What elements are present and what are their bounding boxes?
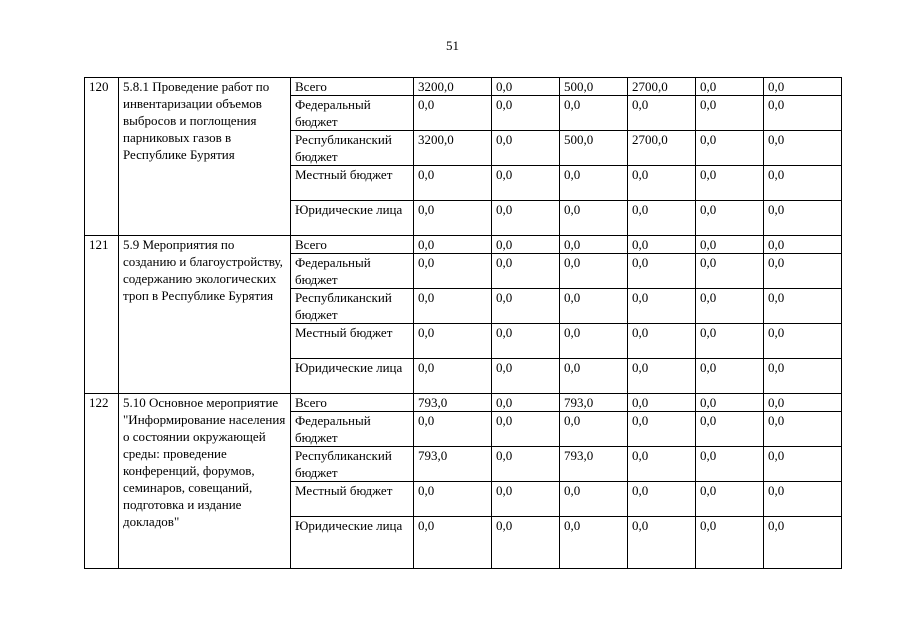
amount-cell: 0,0: [764, 131, 842, 166]
funding-source: Юридические лица: [291, 201, 414, 236]
amount-cell: 0,0: [764, 412, 842, 447]
amount-cell: 0,0: [492, 254, 560, 289]
amount-cell: 0,0: [628, 324, 696, 359]
amount-cell: 0,0: [560, 517, 628, 569]
amount-cell: 0,0: [414, 166, 492, 201]
row-number: 121: [85, 236, 119, 394]
amount-cell: 0,0: [492, 96, 560, 131]
funding-source: Юридические лица: [291, 359, 414, 394]
amount-cell: 0,0: [764, 482, 842, 517]
amount-cell: 0,0: [764, 359, 842, 394]
amount-cell: 793,0: [414, 394, 492, 412]
amount-cell: 0,0: [628, 482, 696, 517]
amount-cell: 0,0: [492, 447, 560, 482]
amount-cell: 0,0: [696, 236, 764, 254]
amount-cell: 3200,0: [414, 131, 492, 166]
amount-cell: 0,0: [764, 289, 842, 324]
amount-cell: 0,0: [492, 201, 560, 236]
amount-cell: 0,0: [764, 166, 842, 201]
row-number: 120: [85, 78, 119, 236]
amount-cell: 0,0: [696, 447, 764, 482]
amount-cell: 0,0: [492, 324, 560, 359]
funding-source: Федеральный бюджет: [291, 412, 414, 447]
amount-cell: 0,0: [764, 96, 842, 131]
amount-cell: 0,0: [696, 517, 764, 569]
amount-cell: 0,0: [492, 289, 560, 324]
amount-cell: 0,0: [696, 289, 764, 324]
amount-cell: 0,0: [414, 289, 492, 324]
budget-table: [84, 77, 842, 569]
amount-cell: 0,0: [560, 324, 628, 359]
funding-source: Местный бюджет: [291, 166, 414, 201]
funding-source: Федеральный бюджет: [291, 254, 414, 289]
funding-source: Местный бюджет: [291, 324, 414, 359]
activity-name: 5.8.1 Проведение работ по инвентаризации объемов выбросов и поглощения парниковых газов в Республике Бурятия: [119, 78, 291, 236]
amount-cell: 0,0: [560, 166, 628, 201]
amount-cell: 0,0: [628, 289, 696, 324]
table-row: [85, 78, 842, 96]
amount-cell: 0,0: [414, 201, 492, 236]
funding-source: Местный бюджет: [291, 482, 414, 517]
amount-cell: 0,0: [696, 78, 764, 96]
amount-cell: 0,0: [696, 394, 764, 412]
funding-source: Республиканский бюджет: [291, 289, 414, 324]
amount-cell: 0,0: [414, 254, 492, 289]
amount-cell: 0,0: [764, 78, 842, 96]
amount-cell: 0,0: [560, 359, 628, 394]
amount-cell: 0,0: [628, 447, 696, 482]
amount-cell: 793,0: [560, 447, 628, 482]
amount-cell: 0,0: [414, 324, 492, 359]
amount-cell: 0,0: [764, 324, 842, 359]
amount-cell: 0,0: [696, 482, 764, 517]
funding-source: Всего: [291, 78, 414, 96]
amount-cell: 0,0: [628, 201, 696, 236]
amount-cell: 0,0: [764, 517, 842, 569]
amount-cell: 0,0: [628, 236, 696, 254]
amount-cell: 0,0: [628, 254, 696, 289]
amount-cell: 2700,0: [628, 131, 696, 166]
amount-cell: 0,0: [628, 359, 696, 394]
amount-cell: 0,0: [492, 166, 560, 201]
funding-source: Всего: [291, 236, 414, 254]
amount-cell: 0,0: [414, 482, 492, 517]
amount-cell: 0,0: [696, 96, 764, 131]
amount-cell: 0,0: [492, 412, 560, 447]
amount-cell: 0,0: [560, 96, 628, 131]
amount-cell: 0,0: [560, 201, 628, 236]
amount-cell: 0,0: [492, 394, 560, 412]
amount-cell: 0,0: [696, 254, 764, 289]
amount-cell: 0,0: [414, 96, 492, 131]
amount-cell: 0,0: [492, 359, 560, 394]
amount-cell: 0,0: [628, 517, 696, 569]
amount-cell: 793,0: [560, 394, 628, 412]
amount-cell: 0,0: [696, 131, 764, 166]
amount-cell: 0,0: [764, 236, 842, 254]
amount-cell: 793,0: [414, 447, 492, 482]
amount-cell: 0,0: [560, 412, 628, 447]
table-row: [85, 236, 842, 254]
funding-source: Всего: [291, 394, 414, 412]
funding-source: Республиканский бюджет: [291, 447, 414, 482]
amount-cell: 0,0: [414, 517, 492, 569]
funding-source: Федеральный бюджет: [291, 96, 414, 131]
amount-cell: 0,0: [492, 131, 560, 166]
amount-cell: 0,0: [414, 236, 492, 254]
amount-cell: 0,0: [628, 166, 696, 201]
amount-cell: 2700,0: [628, 78, 696, 96]
amount-cell: 500,0: [560, 78, 628, 96]
amount-cell: 0,0: [560, 482, 628, 517]
amount-cell: 0,0: [560, 289, 628, 324]
amount-cell: 0,0: [696, 166, 764, 201]
amount-cell: 0,0: [414, 412, 492, 447]
activity-name: 5.10 Основное мероприятие "Информирование населения о состоянии окружающей среды: проведение конференций, форумов, семинаров, совещаний, подготовка и издание докладов": [119, 394, 291, 569]
amount-cell: 0,0: [628, 412, 696, 447]
amount-cell: 0,0: [696, 324, 764, 359]
amount-cell: 0,0: [492, 482, 560, 517]
amount-cell: 0,0: [560, 236, 628, 254]
amount-cell: 0,0: [628, 96, 696, 131]
amount-cell: 0,0: [764, 254, 842, 289]
activity-name: 5.9 Мероприятия по созданию и благоустройству, содержанию экологических троп в Республике Бурятия: [119, 236, 291, 394]
row-number: 122: [85, 394, 119, 569]
amount-cell: 0,0: [696, 412, 764, 447]
amount-cell: 0,0: [764, 447, 842, 482]
amount-cell: 3200,0: [414, 78, 492, 96]
amount-cell: 0,0: [696, 201, 764, 236]
amount-cell: 0,0: [764, 394, 842, 412]
funding-source: Республиканский бюджет: [291, 131, 414, 166]
amount-cell: 0,0: [628, 394, 696, 412]
page-number: 51: [446, 38, 459, 53]
amount-cell: 0,0: [492, 78, 560, 96]
funding-source: Юридические лица: [291, 517, 414, 569]
amount-cell: 0,0: [414, 359, 492, 394]
amount-cell: 0,0: [696, 359, 764, 394]
amount-cell: 0,0: [492, 236, 560, 254]
amount-cell: 0,0: [560, 254, 628, 289]
amount-cell: 0,0: [764, 201, 842, 236]
table-row: [85, 394, 842, 412]
amount-cell: 0,0: [492, 517, 560, 569]
amount-cell: 500,0: [560, 131, 628, 166]
